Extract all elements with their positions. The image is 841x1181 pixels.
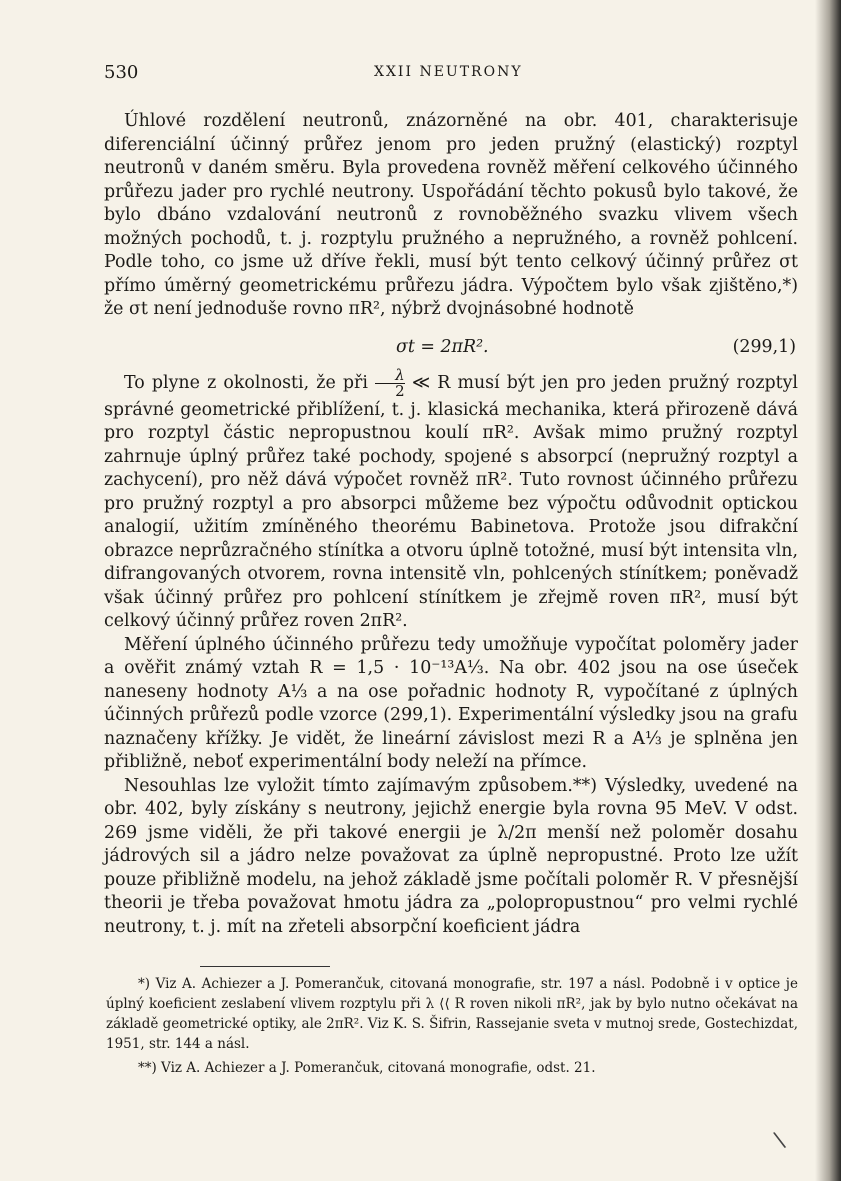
- paragraph-3: Měření úplného účinného průřezu tedy umožňuje vypočítat poloměry jader a ověřit známý vztah R = 1,5 · 10⁻¹³A⅓. Na obr. 402 jsou na ose úseček naneseny hodnoty A⅓ a na ose pořadnic hodnoty R, vypočítané z úplných účinných průřezů podle vzorce (299,1). Experimentální výsledky jsou na grafu naznačeny křížky. Je vidět, že lineární závislost mezi R a A⅓ je splněna jen přibližně, neboť experimentální body neleží na přímce.: [104, 634, 798, 772]
- lambda-half-fraction: [375, 365, 405, 400]
- page-number: 530: [104, 62, 139, 83]
- fraction-denominator: 2: [395, 381, 405, 400]
- paragraph-4: Nesouhlas lze vyložit tímto zajímavým způsobem.**) Výsledky, uvedené na obr. 402, byly získány s neutrony, jejichž energie byla rovna 95 MeV. V odst. 269 jsme viděli, že při takové energii je λ/2π menší než poloměr dosahu jádrových sil a jádro nelze považovat za úplně nepropustné. Proto lze užít pouze přibližně modelu, na jehož základě jsme počítali poloměr R. V přesnější theorii je třeba považovat hmotu jádra za „polopropustnou“ pro velmi rychlé neutrony, t. j. mít na zřeteli absorpční koeficient jádra: [104, 775, 798, 937]
- paragraph-2-start: To plyne z okolnosti, že při: [124, 372, 368, 393]
- equation-299-1: [104, 324, 798, 368]
- main-text: [104, 110, 798, 939]
- footnote-divider: [200, 966, 330, 967]
- paragraph-1: Úhlové rozdělení neutronů, znázorněné na obr. 401, charakterisuje diferenciální účinný průřez jenom pro jeden pružný (elastický) rozptyl neutronů v daném směru. Byla provedena rovněž měření celkového účinného průřezu jader pro rychlé neutrony. Uspořádání těchto pokusů bylo takové, že bylo dbáno vzdalování neutronů z rovnoběžného svazku vlivem všech možných pochodů, t. j. rozptylu pružného a nepružného, a rovněž pohlcení. Podle toho, co jsme už dříve řekli, musí být tento celkový účinný průřez σt přímo úměrný geometrickému průřezu jádra. Výpočtem bylo však zjištěno,*) že σt není jednoduše rovno πR², nýbrž dvojnásobné hodnotě: [104, 111, 798, 319]
- footnotes: [106, 974, 798, 1078]
- page-header: [104, 62, 804, 88]
- pencil-margin-mark: \: [771, 1127, 788, 1154]
- footnote-2: **) Viz A. Achiezer a J. Pomerančuk, citovaná monografie, odst. 21.: [138, 1060, 596, 1076]
- equation-expression: σt = 2πR².: [396, 336, 489, 357]
- running-head: XXII NEUTRONY: [374, 64, 523, 80]
- footnote-1: *) Viz A. Achiezer a J. Pomerančuk, citovaná monografie, str. 197 a násl. Podobně i v optice je úplný koeficient zeslabení vlivem rozptylu při λ ⟨⟨ R roven nikoli πR², jak by bylo nutno očekávat na základě geometrické optiky, ale 2πR². Viz K. S. Šifrin, Rassejanie sveta v mutnoj srede, Gostechizdat, 1951, str. 144 a násl.: [106, 976, 798, 1052]
- fraction-numerator: λ: [375, 368, 405, 384]
- paragraph-2-rest: ≪ R musí být jen pro jeden pružný rozptyl správné geometrické přiblížení, t. j. klasická mechanika, která přirozeně dává pro rozptyl částic nepropustnou koulí πR². Avšak mimo pružný rozptyl zahrnuje úplný průřez také pochody, spojené s absorpcí (nepružný rozptyl a zachycení), pro něž dává výpočet rovněž πR². Tuto rovnost účinného průřezu pro pružný rozptyl a pro absorpci můžeme bez výpočtu odůvodnit optickou analogií, užitím zmíněného theorému Babinetova. Protože jsou difrakční obrazce neprůzračného stínítka a otvoru úplně totožné, musí být intensita vln, difrangovaných otvorem, rovna intensitě vln, pohlcených stínítkem; poněvadž však účinný průřez pro pohlcení stínítkem je zřejmě roven πR², musí být celkový účinný průřez roven 2πR².: [104, 372, 798, 631]
- page-binding-shadow: [815, 0, 841, 1181]
- paragraph-2: [104, 365, 798, 634]
- equation-number: (299,1): [732, 336, 796, 357]
